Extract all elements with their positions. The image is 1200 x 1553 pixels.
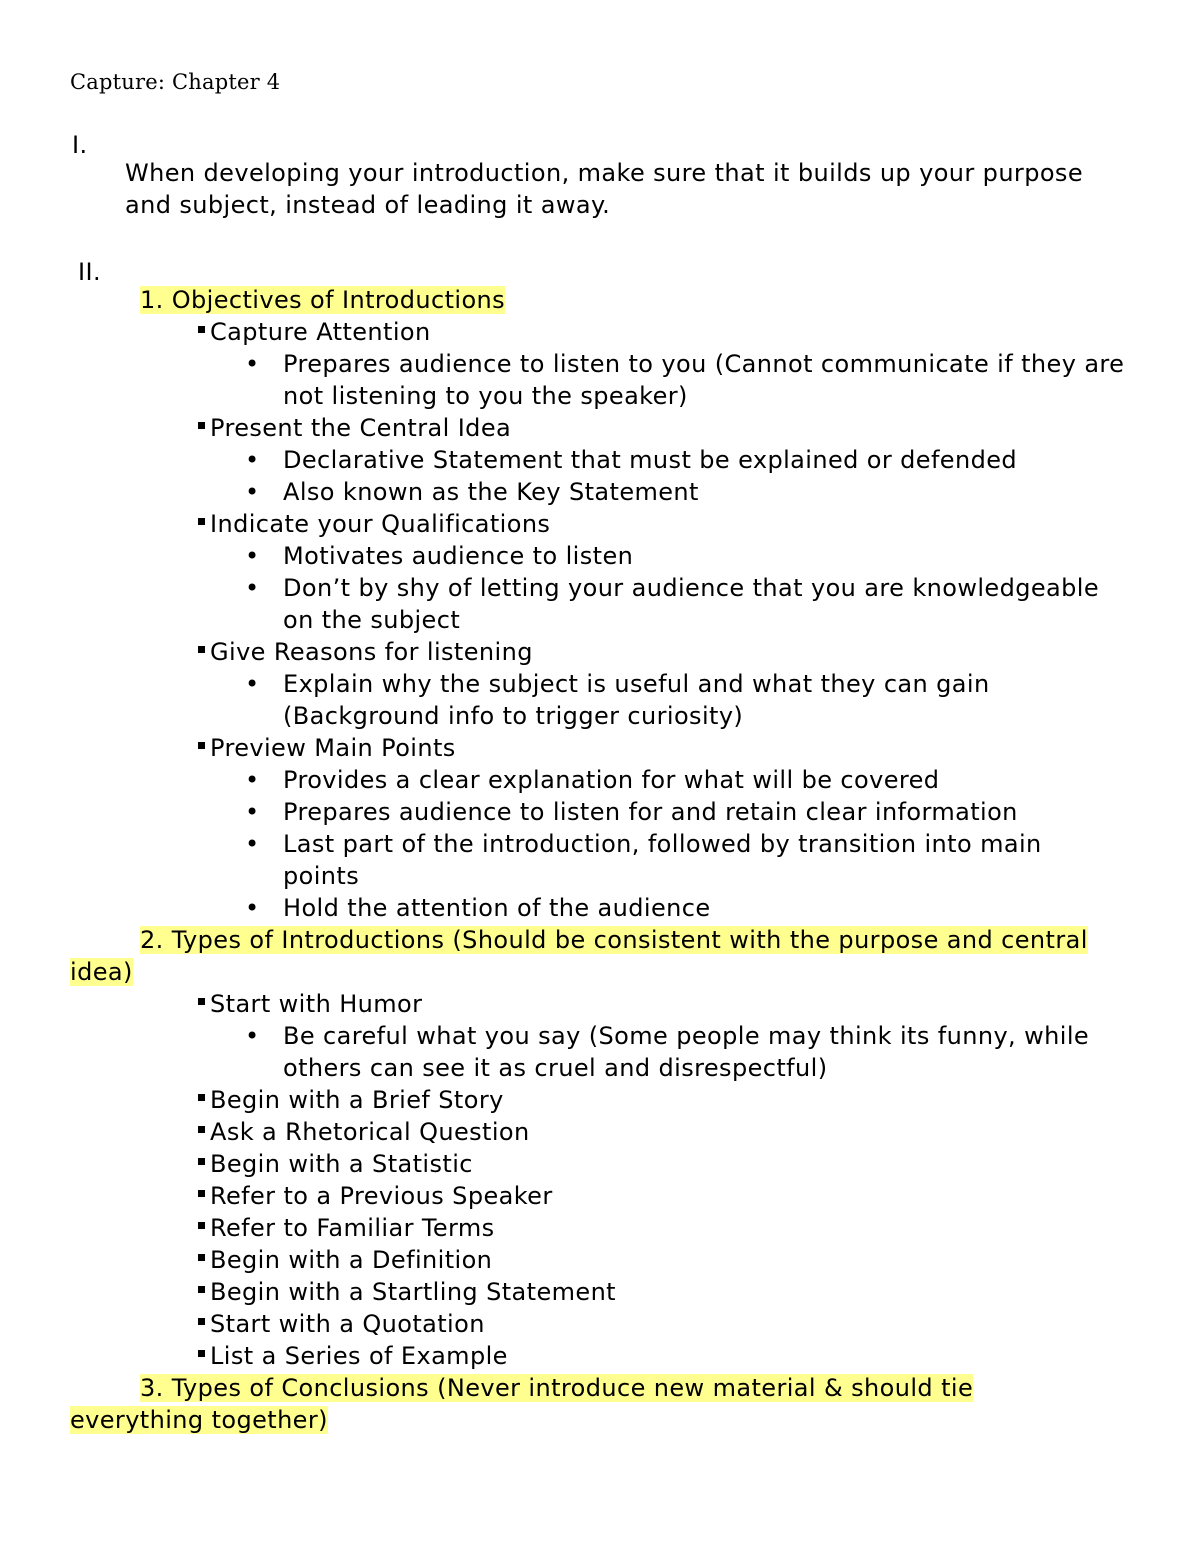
square-bullet-icon [198,1350,205,1357]
outline-subitem: • Provides a clear explanation for what will be covered [245,766,940,794]
bullet-icon: • [245,766,260,794]
square-bullet-icon [198,326,205,333]
outline-item: List a Series of Example [196,1340,508,1372]
outline-item: Present the Central Idea [196,412,511,444]
document-title: Capture: Chapter 4 [70,70,281,94]
square-bullet-icon [198,422,205,429]
outline-subitem: • Prepares audience to listen to you (Cannot communicate if they are not listening to you the speaker) [245,350,1125,410]
outline-subitem: • Prepares audience to listen for and retain clear information [245,798,1018,826]
outline-subitem: • Hold the attention of the audience [245,894,711,922]
section-1-numeral: I. [72,131,88,159]
bullet-icon: • [245,574,260,602]
square-bullet-icon [198,742,205,749]
subsection-heading-conclusions: 3. Types of Conclusions (Never introduce new material & should tie everything together) [70,1374,974,1434]
outline-subitem: • Declarative Statement that must be explained or defended [245,446,1018,474]
square-bullet-icon [198,998,205,1005]
bullet-icon: • [245,478,260,506]
outline-subitem: • Motivates audience to listen [245,542,634,570]
outline-subitem: • Explain why the subject is useful and what they can gain (Background info to trigger curiosity) [245,670,990,730]
outline-item: Refer to Familiar Terms [196,1212,495,1244]
section-1-paragraph: When developing your introduction, make sure that it builds up your purpose and subject, instead of leading it away. [125,159,1083,219]
section-2-numeral: II. [78,258,101,286]
bullet-icon: • [245,1022,260,1050]
outline-subitem: • Also known as the Key Statement [245,478,699,506]
square-bullet-icon [198,1254,205,1261]
square-bullet-icon [198,1190,205,1197]
outline-item: Start with a Quotation [196,1308,485,1340]
outline-item: Refer to a Previous Speaker [196,1180,553,1212]
square-bullet-icon [198,1126,205,1133]
subsection-heading-objectives: 1. Objectives of Introductions [140,286,506,314]
square-bullet-icon [198,1318,205,1325]
outline-subitem: • Last part of the introduction, followed by transition into main points [245,830,1042,890]
outline-subitem: • Be careful what you say (Some people may think its funny, while others can see it as cruel and disrespectful) [245,1022,1090,1082]
outline-item: Give Reasons for listening [196,636,533,668]
bullet-icon: • [245,350,260,378]
bullet-icon: • [245,446,260,474]
bullet-icon: • [245,894,260,922]
outline-item: Begin with a Brief Story [196,1084,504,1116]
square-bullet-icon [198,1158,205,1165]
outline-item: Capture Attention [196,316,431,348]
outline-item: Ask a Rhetorical Question [196,1116,530,1148]
square-bullet-icon [198,646,205,653]
bullet-icon: • [245,830,260,858]
bullet-icon: • [245,798,260,826]
outline-item: Begin with a Definition [196,1244,492,1276]
subsection-heading-introductions: 2. Types of Introductions (Should be consistent with the purpose and central idea) [70,926,1088,986]
outline-item: Start with Humor [196,988,422,1020]
square-bullet-icon [198,518,205,525]
bullet-icon: • [245,542,260,570]
square-bullet-icon [198,1094,205,1101]
outline-item: Preview Main Points [196,732,456,764]
square-bullet-icon [198,1222,205,1229]
outline-item: Indicate your Qualifications [196,508,550,540]
square-bullet-icon [198,1286,205,1293]
outline-item: Begin with a Statistic [196,1148,473,1180]
bullet-icon: • [245,670,260,698]
outline-item: Begin with a Startling Statement [196,1276,616,1308]
outline-subitem: • Don’t by shy of letting your audience that you are knowledgeable on the subject [245,574,1099,634]
